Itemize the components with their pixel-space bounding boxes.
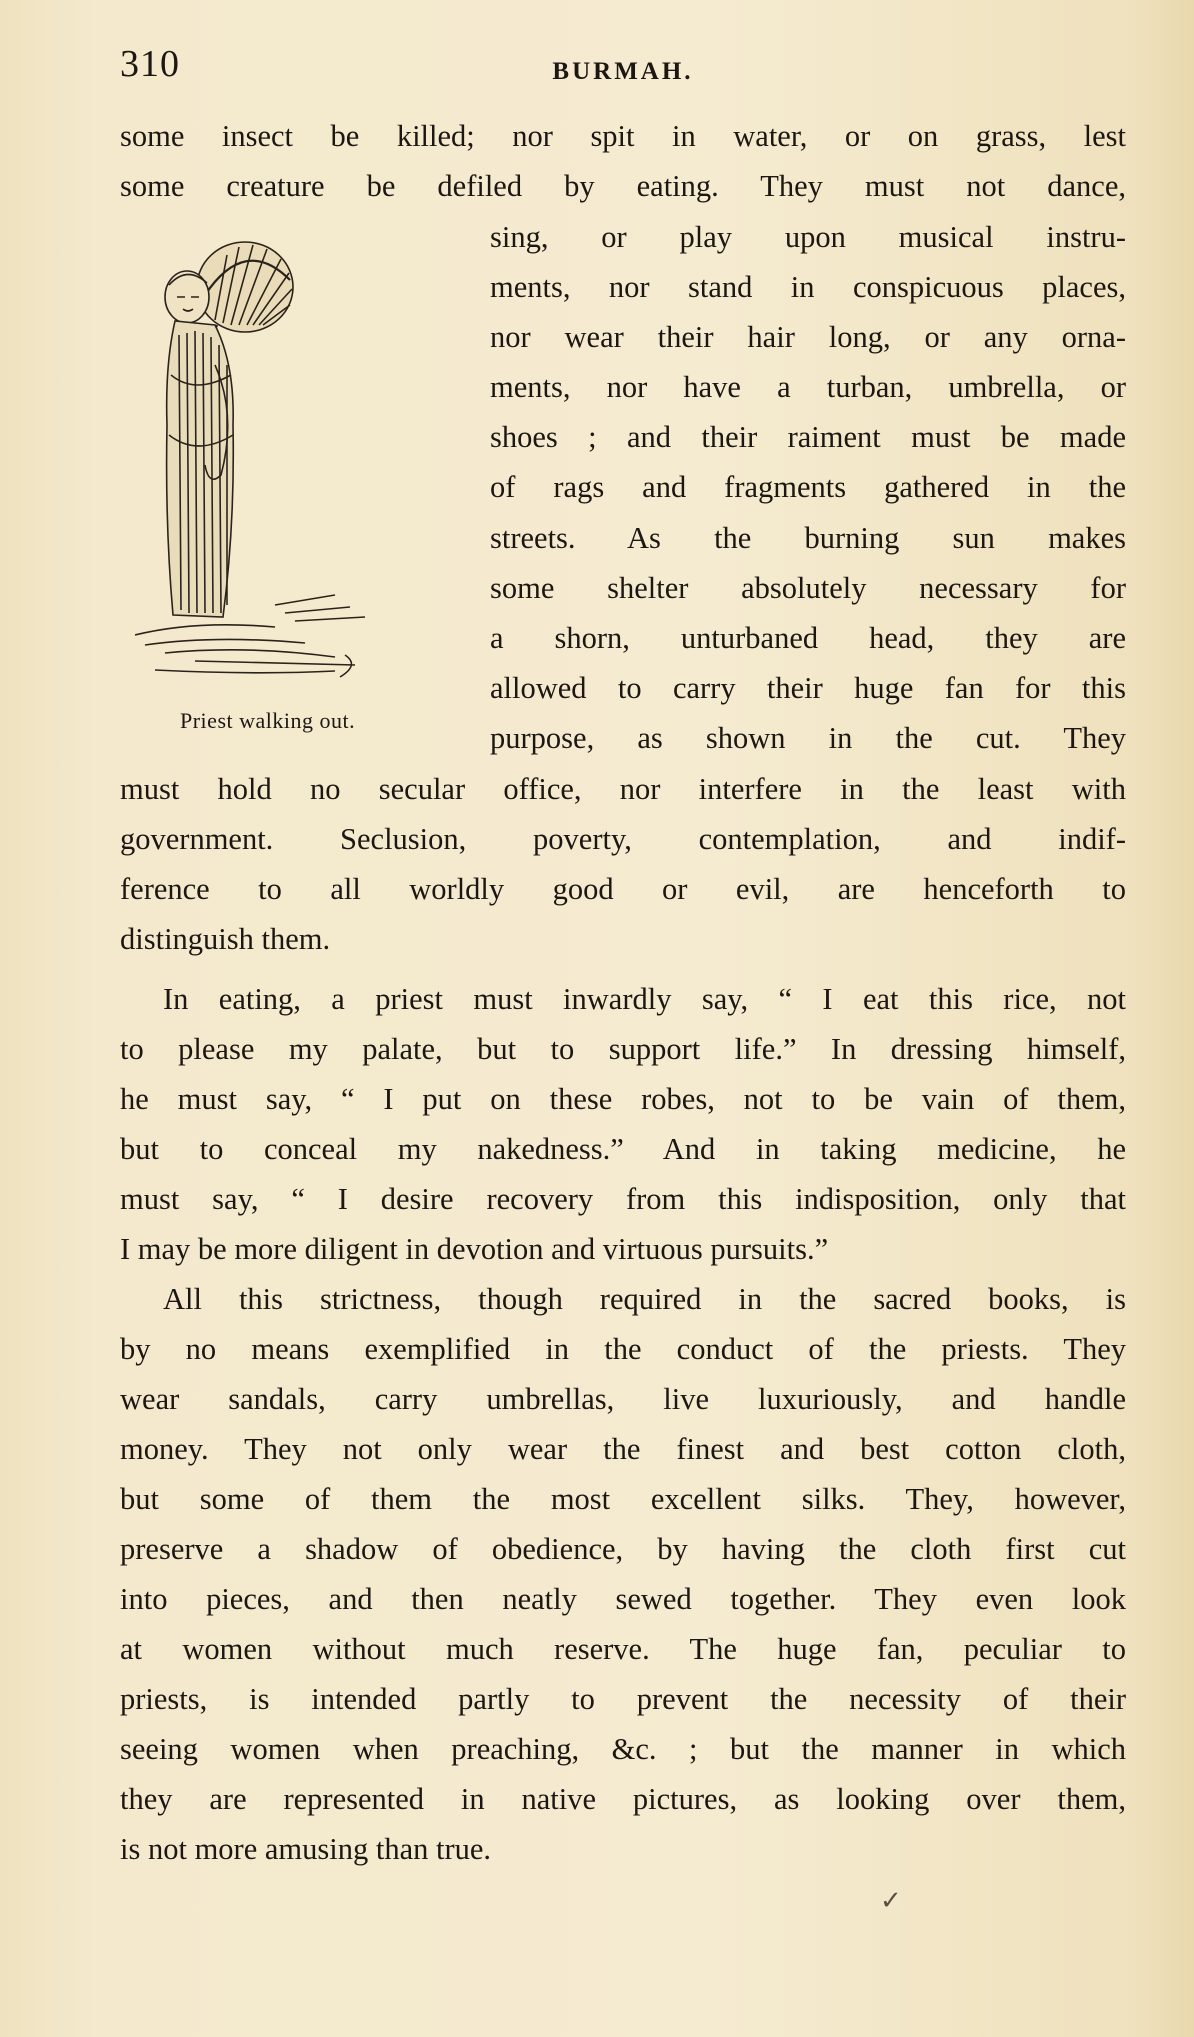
- text-line: to please my palate, but to support life.” In dressing himself,: [120, 1032, 1126, 1066]
- text-line: some insect be killed; nor spit in water, or on grass, lest: [120, 119, 1126, 153]
- text-line: nor wear their hair long, or any orna-: [490, 320, 1126, 354]
- text-line: some shelter absolutely necessary for: [490, 571, 1126, 605]
- text-line: he must say, “ I put on these robes, not to be vain of them,: [120, 1082, 1126, 1116]
- text-line: preserve a shadow of obedience, by having the cloth first cut: [120, 1532, 1126, 1566]
- text-line: a shorn, unturbaned head, they are: [490, 621, 1126, 655]
- text-line: sing, or play upon musical instru-: [490, 220, 1126, 254]
- text-line: into pieces, and then neatly sewed together. They even look: [120, 1582, 1126, 1616]
- text-line: All this strictness, though required in the sacred books, is: [163, 1282, 1126, 1316]
- text-line: ments, nor stand in conspicuous places,: [490, 270, 1126, 304]
- text-line: allowed to carry their huge fan for this: [490, 671, 1126, 705]
- marginal-mark: ✓: [880, 1886, 902, 1915]
- text-line: at women without much reserve. The huge fan, peculiar to: [120, 1632, 1126, 1666]
- text-line: In eating, a priest must inwardly say, “ I eat this rice, not: [163, 982, 1126, 1016]
- text-line: government. Seclusion, poverty, contemplation, and indif-: [120, 822, 1126, 856]
- figure-caption: Priest walking out.: [180, 708, 356, 733]
- text-line: ference to all worldly good or evil, are henceforth to: [120, 872, 1126, 906]
- text-line: must hold no secular office, nor interfere in the least with: [120, 772, 1126, 806]
- text-line: priests, is intended partly to prevent the necessity of their: [120, 1682, 1126, 1716]
- text-line: but some of them the most excellent silks. They, however,: [120, 1482, 1126, 1516]
- text-line: some creature be defiled by eating. They must not dance,: [120, 169, 1126, 203]
- text-line: by no means exemplified in the conduct of the priests. They: [120, 1332, 1126, 1366]
- text-line: of rags and fragments gathered in the: [490, 470, 1126, 504]
- text-line: purpose, as shown in the cut. They: [490, 721, 1126, 755]
- text-line: distinguish them.: [120, 922, 331, 956]
- text-line: streets. As the burning sun makes: [490, 521, 1126, 555]
- text-line: wear sandals, carry umbrellas, live luxuriously, and handle: [120, 1382, 1126, 1416]
- text-line: money. They not only wear the finest and best cotton cloth,: [120, 1432, 1126, 1466]
- text-line: seeing women when preaching, &c. ; but the manner in which: [120, 1732, 1126, 1766]
- text-line: shoes ; and their raiment must be made: [490, 420, 1126, 454]
- priest-illustration: [135, 225, 460, 705]
- page-number: 310: [120, 43, 180, 85]
- text-line: but to conceal my nakedness.” And in taking medicine, he: [120, 1132, 1126, 1166]
- text-line: I may be more diligent in devotion and virtuous pursuits.”: [120, 1232, 829, 1266]
- text-line: is not more amusing than true.: [120, 1832, 492, 1866]
- priest-with-fan-engraving: [135, 225, 460, 705]
- text-line: must say, “ I desire recovery from this indisposition, only that: [120, 1182, 1126, 1216]
- running-head: BURMAH.: [552, 58, 694, 85]
- text-line: they are represented in native pictures, as looking over them,: [120, 1782, 1126, 1816]
- page-header: [120, 42, 1126, 92]
- text-line: ments, nor have a turban, umbrella, or: [490, 370, 1126, 404]
